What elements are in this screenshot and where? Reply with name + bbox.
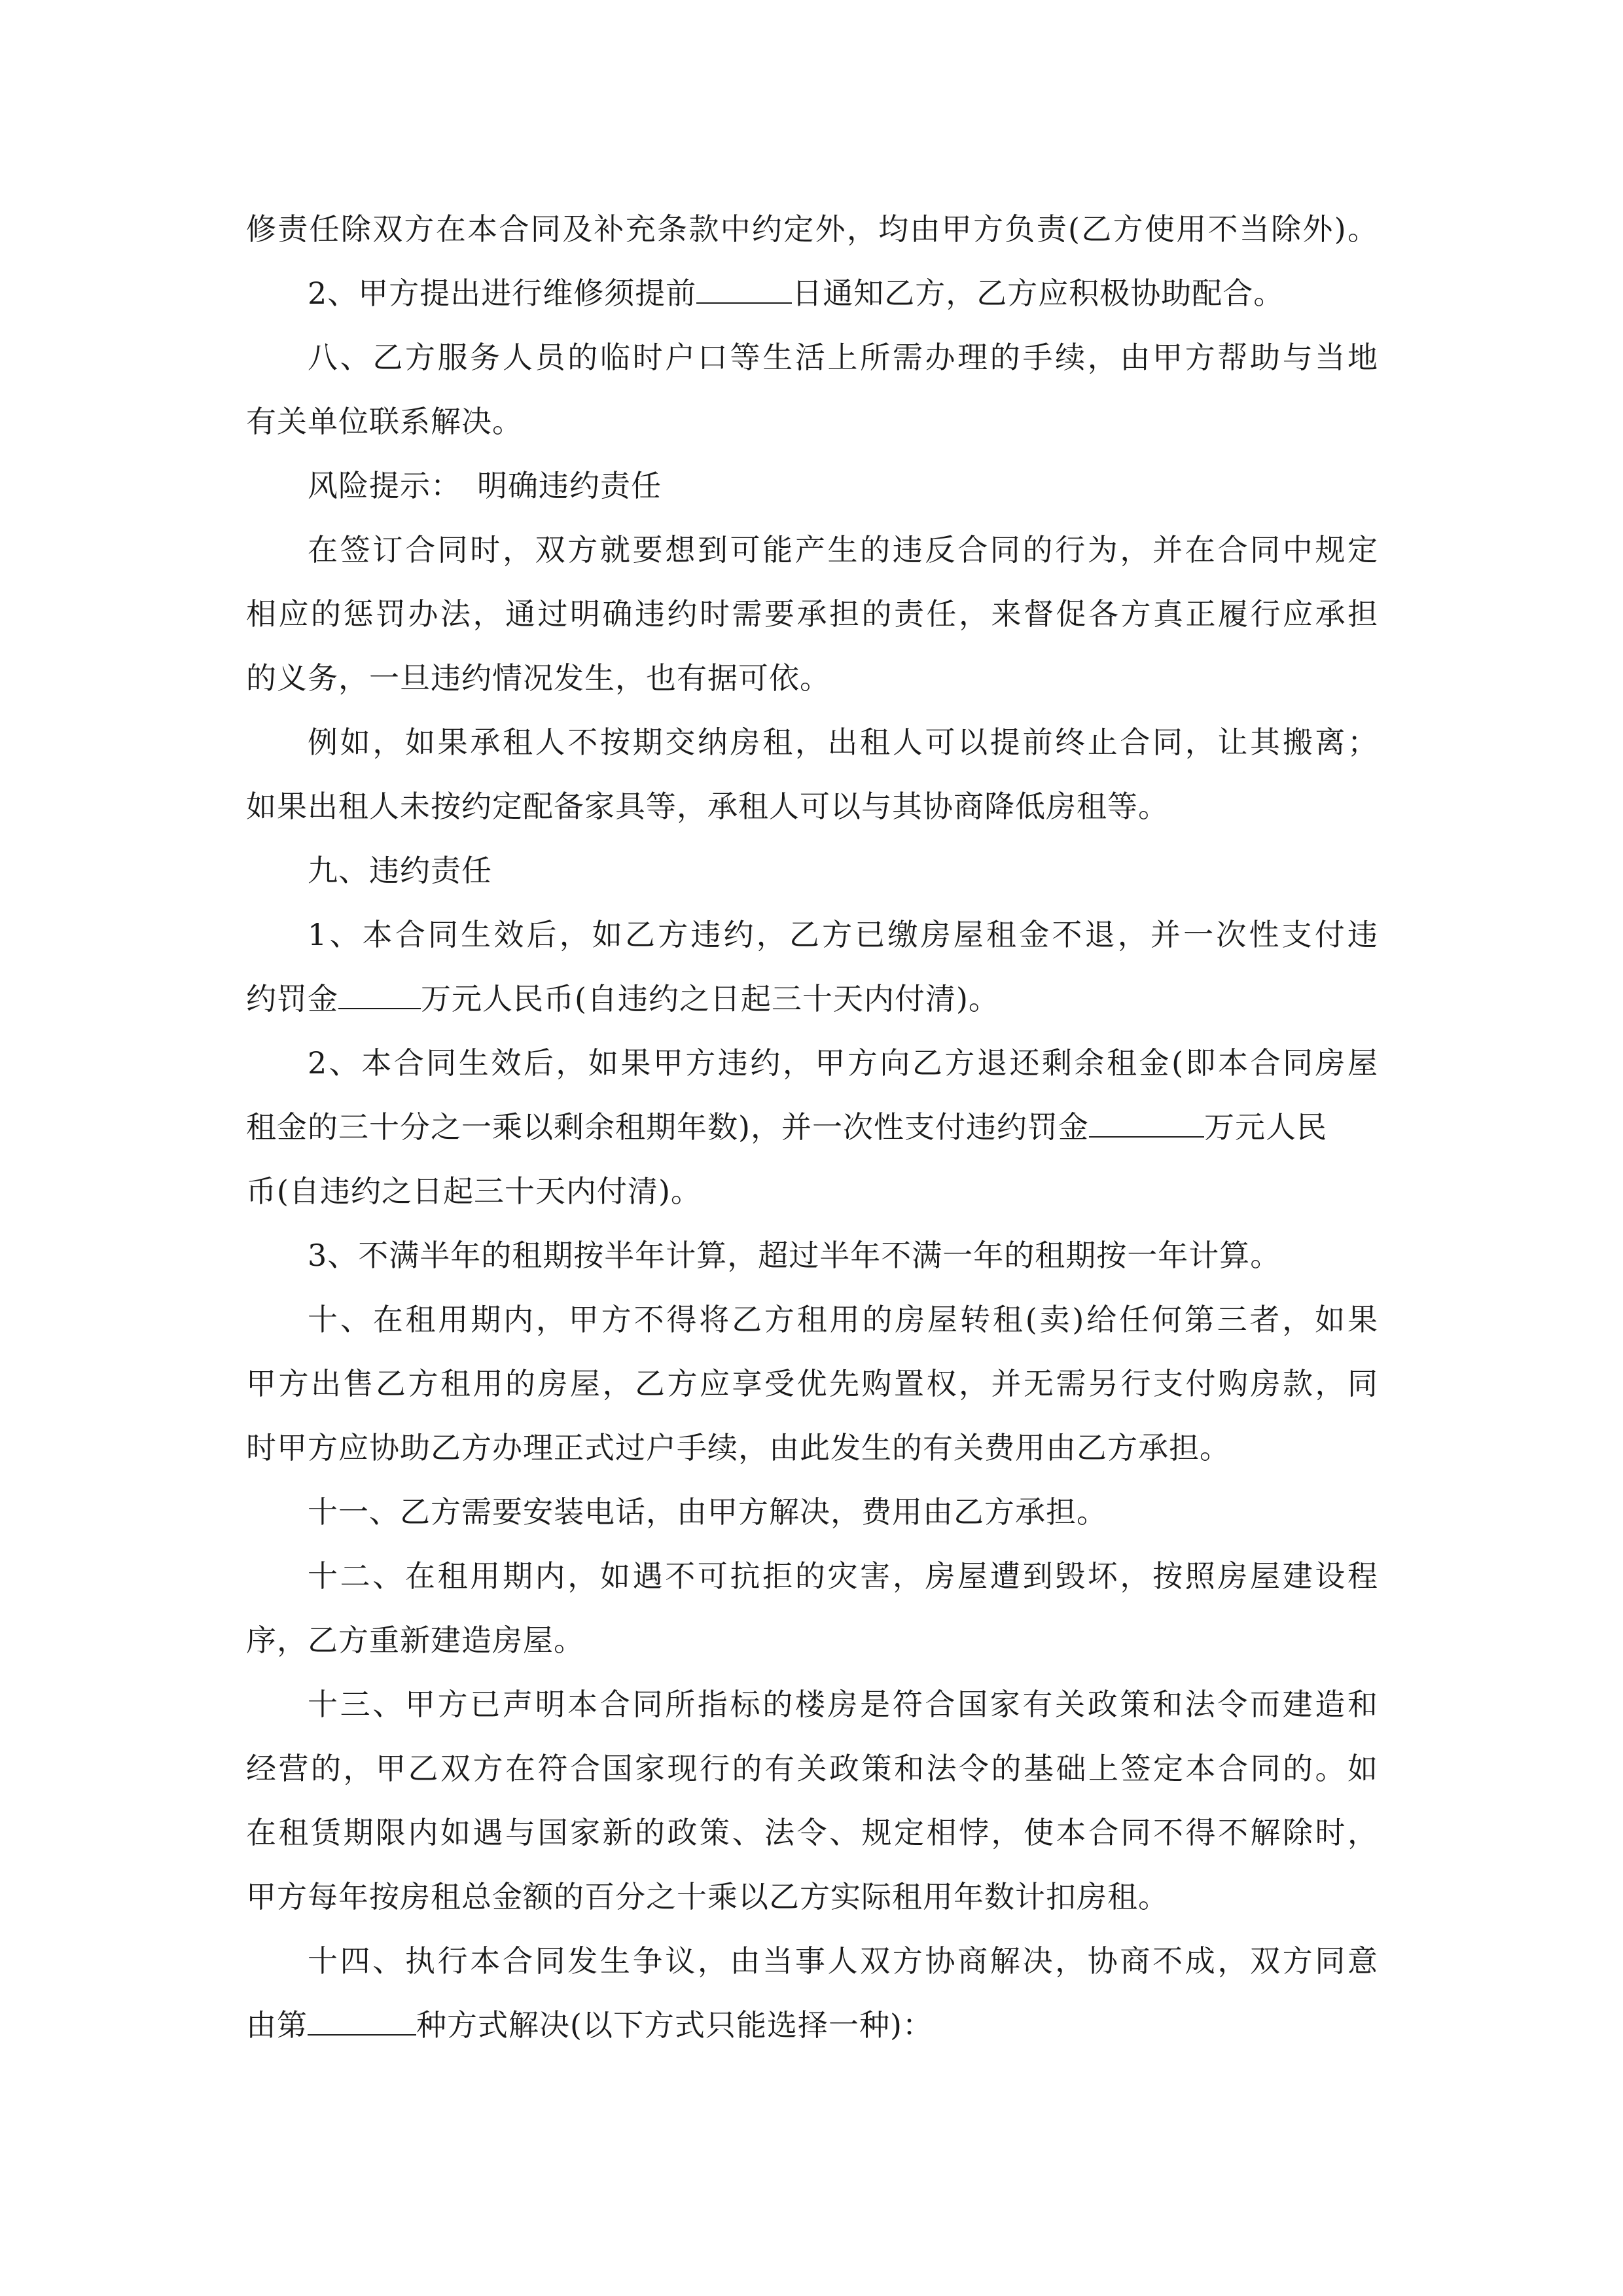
fill-in-blank [1089, 1107, 1204, 1138]
text-line: 十四、执行本合同发生争议，由当事人双方协商解决，协商不成，双方同意 [308, 1943, 1378, 1979]
text-line: 2、本合同生效后，如果甲方违约，甲方向乙方退还剩余租金(即本合同房屋 [308, 1045, 1378, 1081]
text-line: 十二、在租用期内，如遇不可抗拒的灾害，房屋遭到毁坏，按照房屋建设程 [308, 1558, 1378, 1594]
text-line: 十、在租用期内，甲方不得将乙方租用的房屋转租(卖)给任何第三者，如果 [308, 1302, 1378, 1337]
text-line [246, 2005, 1378, 2045]
text-segment: 约罚金 [246, 981, 338, 1016]
text-segment: 租金的三十分之一乘以剩余租期年数)，并一次性支付违约罚金 [246, 1109, 1089, 1145]
text-segment: 种方式解决(以下方式只能选择一种)： [416, 2007, 933, 2043]
text-segment: 日通知乙方，乙方应积极协助配合。 [792, 276, 1285, 311]
text-segment: 由第 [246, 2007, 308, 2043]
text-segment: 2、甲方提出进行维修须提前 [308, 276, 697, 311]
text-line: 经营的，甲乙双方在符合国家现行的有关政策和法令的基础上签定本合同的。如 [246, 1751, 1378, 1786]
text-line: 的义务，一旦违约情况发生，也有据可依。 [246, 660, 830, 696]
text-line: 1、本合同生效后，如乙方违约，乙方已缴房屋租金不退，并一次性支付违 [308, 917, 1378, 952]
text-line: 八、乙方服务人员的临时户口等生活上所需办理的手续，由甲方帮助与当地 [308, 340, 1378, 375]
text-line: 甲方出售乙方租用的房屋，乙方应享受优先购置权，并无需另行支付购房款，同 [246, 1366, 1378, 1401]
text-line: 时甲方应协助乙方办理正式过户手续，由此发生的有关费用由乙方承担。 [246, 1430, 1230, 1465]
text-line: 相应的惩罚办法，通过明确违约时需要承担的责任，来督促各方真正履行应承担 [246, 596, 1378, 632]
text-line: 十一、乙方需要安装电话，由甲方解决，费用由乙方承担。 [308, 1494, 1107, 1530]
text-line: 甲方每年按房租总金额的百分之十乘以乙方实际租用年数计扣房租。 [246, 1879, 1169, 1914]
fill-in-blank [338, 979, 421, 1009]
text-line: 在租赁期限内如遇与国家新的政策、法令、规定相悖，使本合同不得不解除时， [246, 1815, 1378, 1850]
text-line: 3、不满半年的租期按半年计算，超过半年不满一年的租期按一年计算。 [308, 1238, 1281, 1273]
text-line: 有关单位联系解决。 [246, 404, 523, 439]
text-line: 序，乙方重新建造房屋。 [246, 1623, 584, 1658]
section-heading: 九、违约责任 [308, 853, 492, 888]
text-line: 币(自违约之日起三十天内付清)。 [246, 1174, 702, 1209]
risk-tip-heading: 风险提示： 明确违约责任 [308, 468, 662, 503]
text-line [246, 979, 1378, 1018]
text-line: 例如，如果承租人不按期交纳房租，出租人可以提前终止合同，让其搬离； [308, 725, 1378, 760]
text-line: 如果出租人未按约定配备家具等，承租人可以与其协商降低房租等。 [246, 789, 1169, 824]
text-line: 在签订合同时，双方就要想到可能产生的违反合同的行为，并在合同中规定 [308, 532, 1378, 567]
fill-in-blank [308, 2005, 416, 2036]
text-line [308, 274, 1378, 313]
fill-in-blank [696, 274, 792, 304]
text-line [246, 1107, 1378, 1147]
text-segment: 万元人民币(自违约之日起三十天内付清)。 [421, 981, 999, 1016]
text-line: 十三、甲方已声明本合同所指标的楼房是符合国家有关政策和法令而建造和 [308, 1687, 1378, 1722]
text-line: 修责任除双方在本合同及补充条款中约定外，均由甲方负责(乙方使用不当除外)。 [246, 211, 1378, 247]
text-segment: 万元人民 [1204, 1109, 1327, 1145]
